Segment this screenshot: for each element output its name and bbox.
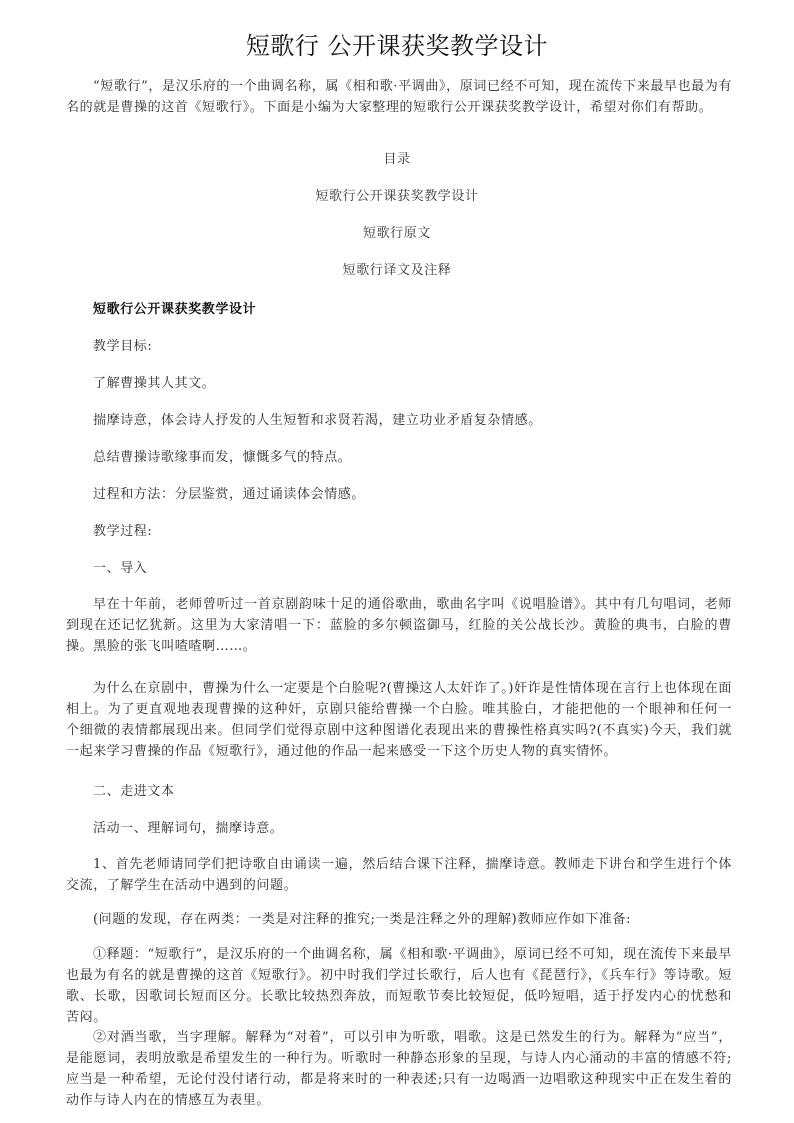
goals-label: 教学目标: [93, 339, 153, 354]
part-heading: 一、导入 [93, 561, 148, 576]
body-paragraph: 早在十年前，老师曾听过一首京剧韵味十足的通俗歌曲，歌曲名字叫《说唱脸谱》。其中有几句唱词，老师到现在还记忆犹新。这里为大家清唱一下：蓝脸的多尔顿盗御马，红脸的关公战长沙。黄脸的典韦，白脸的曹操。黑脸的张飞叫喳喳啊……。 [66, 597, 732, 654]
method-line: 过程和方法：分层鉴赏，通过诵读体会情感。 [93, 487, 366, 502]
toc-heading: 目录 [383, 152, 411, 167]
goal-item: 总结曹操诗歌缘事而发，慷慨多气的特点。 [93, 450, 352, 465]
toc-item-original-text[interactable]: 短歌行原文 [362, 226, 431, 241]
goal-item: 揣摩诗意，体会诗人抒发的人生短暂和求贤若渴，建立功业矛盾复杂情感。 [93, 413, 542, 428]
process-label: 教学过程: [93, 524, 153, 539]
intro-paragraph: “短歌行”，是汉乐府的一个曲调名称，属《相和歌·平调曲》，原词已经不可知，现在流传下来最早也最为有名的就是曹操的这首《短歌行》。下面是小编为大家整理的短歌行公开课获奖教学设计，希望对你们有帮助。 [66, 79, 732, 115]
document-title: 短歌行 公开课获奖教学设计 [245, 32, 549, 60]
goal-item: 了解曹操其人其文。 [93, 376, 216, 391]
note-paragraph: ②对酒当歌，当字理解。解释为“对着”，可以引申为听歌，唱歌。这是已然发生的行为。解释为“应当”，是能愿词，表明放歌是希望发生的一种行为。听歌时一种静态形象的呈现，与诗人内心涌动的丰富的情感不符;应当是一种希望，无论付没付诸行动，都是将来时的一种表述;只有一边喝酒一边唱歌这种现实中正在发生着的动作与诗人内在的情感互为表里。 [66, 1030, 732, 1108]
body-paragraph: 为什么在京剧中，曹操为什么一定要是个白脸呢?(曹操这人太奸诈了。)奸诈是性情体现在言行上也体现在面相上。为了更直观地表现曹操的这种奸，京剧只能给曹操一个白脸。唯其脸白，才能把他的一个眼神和任何一个细微的表情都展现出来。但同学们觉得京剧中这种图谱化表现出来的曹操性格真实吗?(不真实)今天，我们就一起来学习曹操的作品《短歌行》，通过他的作品一起来感受一下这个历史人物的真实情怀。 [66, 681, 732, 759]
toc-item-teaching-design[interactable]: 短歌行公开课获奖教学设计 [315, 189, 479, 204]
note-paragraph: ①释题：“短歌行”，是汉乐府的一个曲调名称，属《相和歌·平调曲》，原词已经不可知，现在流传下来最早也最为有名的就是曹操的这首《短歌行》。初中时我们学过长歌行，后人也有《琵琶行》，《兵车行》等诗歌。短歌、长歌，因歌词长短而区分。长歌比较热烈奔放，而短歌节奏比较短促，低吟短唱，适于抒发内心的忧愁和苦闷。 [66, 947, 732, 1025]
body-paragraph: 1、首先老师请同学们把诗歌自由诵读一遍，然后结合课下注释，揣摩诗意。教师走下讲台和学生进行个体交流，了解学生在活动中遇到的问题。 [66, 857, 732, 893]
toc-item-translation-notes[interactable]: 短歌行译文及注释 [342, 263, 452, 278]
body-paragraph: (问题的发现，存在两类：一类是对注释的推究;一类是注释之外的理解)教师应作如下准备: [93, 912, 632, 927]
activity-heading: 活动一、理解词句，揣摩诗意。 [93, 821, 284, 836]
section-heading: 短歌行公开课获奖教学设计 [93, 302, 257, 317]
part-heading: 二、走进文本 [93, 784, 175, 799]
